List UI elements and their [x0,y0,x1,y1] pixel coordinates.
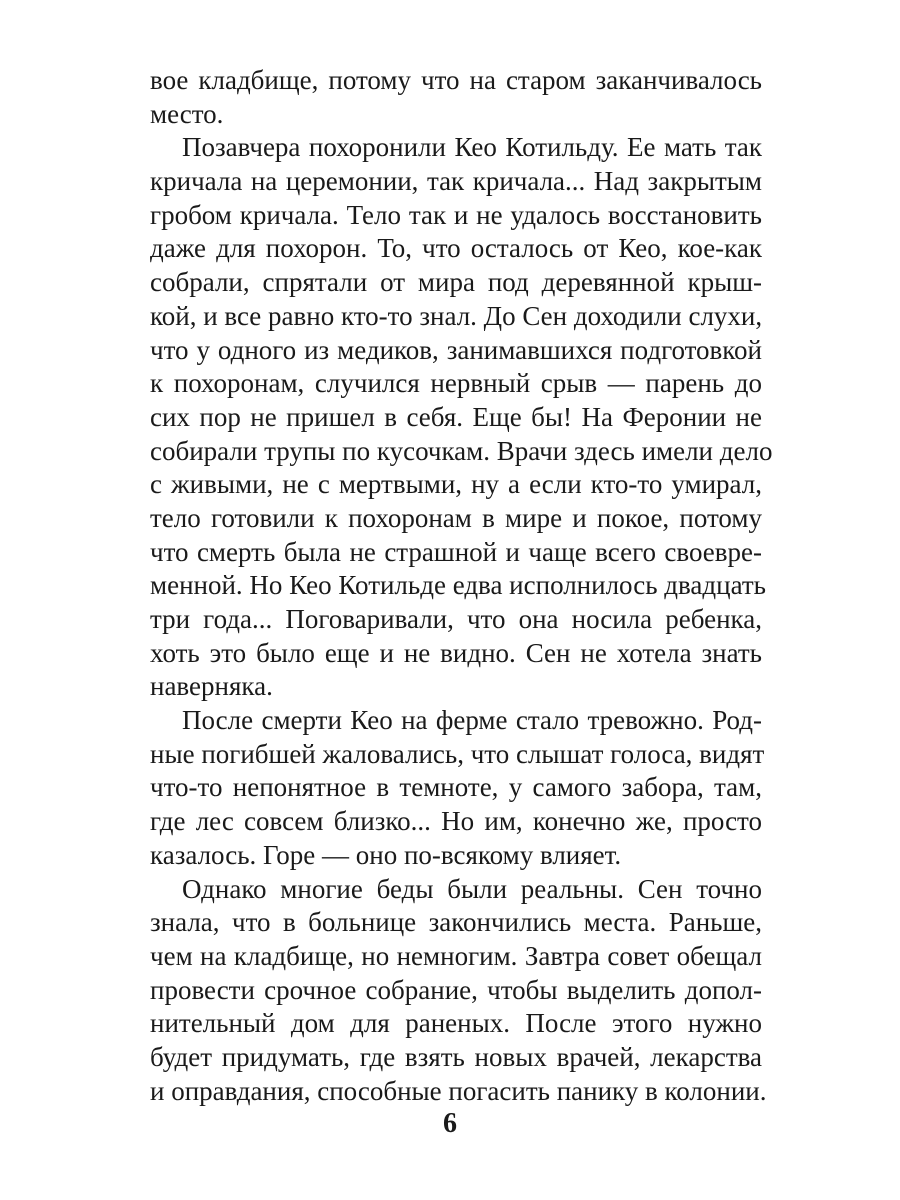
text-line: ные погибшей жаловались, что слышат голоса, видят [150,738,765,769]
text-line: сих пор не пришел в себя. Еще бы! На Феронии не [150,401,762,432]
text-line: собирали трупы по кусочкам. Врачи здесь имели дело [150,435,773,466]
text-line: будет придумать, где взять новых врачей, лекарства [150,1041,762,1072]
text-line: хоть это было еще и не видно. Сен не хотела знать [150,637,762,668]
text-line: провести срочное собрание, чтобы выделить допол- [150,974,762,1005]
text-line: и оправдания, способные погасить панику в колонии. [150,1075,767,1106]
text-line: Однако многие беды были реальны. Сен точно [182,873,762,904]
text-line: знала, что в больнице закончились места. Раньше, [150,907,762,938]
text-line: чем на кладбище, но немногим. Завтра совет обещал [150,940,762,971]
text-line: наверняка. [150,671,273,702]
text-line: вое кладбище, потому что на старом заканчивалось [150,65,762,95]
text-line: что-то непонятное в темноте, у самого забора, там, [150,772,762,803]
text-line: место. [150,98,224,129]
text-line: даже для похорон. То, что осталось от Кео, кое-как [150,233,762,264]
page-number: 6 [443,1108,457,1139]
body-text [150,64,773,1108]
text-line: с живыми, не с мертвыми, ну а если кто-то умирал, [150,469,762,500]
text-line: нительный дом для раненых. После этого нужно [150,1008,762,1039]
text-line: три года... Поговаривали, что она носила ребенка, [150,604,762,634]
text-line: что у одного из медиков, занимавшихся подготовкой [150,334,762,365]
text-line: казалось. Горе — оно по-всякому влияет. [150,839,622,870]
text-line: тело готовили к похоронам в мире и покое, потому [150,502,762,533]
text-line: к похоронам, случился нервный срыв — парень до [150,368,762,399]
text-line: Позавчера похоронили Кео Котильду. Ее мать так [182,132,762,163]
text-line: менной. Но Кео Котильде едва исполнилось двадцать [150,570,766,601]
text-line: что смерть была не страшной и чаще всего своевре- [150,536,762,567]
text-line: кой, и все равно кто-то знал. До Сен доходили слухи, [150,300,763,331]
text-line: кричала на церемонии, так кричала... Над закрытым [150,166,762,197]
text-line: где лес совсем близко... Но им, конечно же, просто [150,806,762,837]
text-line: гробом кричала. Тело так и не удалось восстановить [150,199,762,230]
text-line: После смерти Кео на ферме стало тревожно. Род- [182,705,762,736]
text-line: собрали, спрятали от мира под деревянной крыш- [150,267,762,298]
